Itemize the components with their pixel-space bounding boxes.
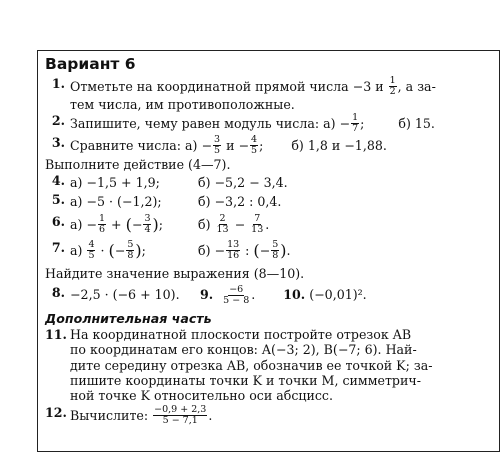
task-part-a: а) −1,5 + 1,9;	[70, 174, 160, 190]
fraction: $\frac{5}{8}$	[127, 239, 134, 262]
task-text: Запишите, чему равен модуль числа: а) −	[70, 115, 351, 131]
extra-part-heading: Дополнительная часть	[45, 310, 212, 326]
task-part-b: б) 1,8 и −1,88.	[291, 137, 387, 153]
fraction: $\frac{3}{4}$	[144, 213, 151, 236]
tasks-8-10	[45, 285, 493, 306]
task-6: 6. а) − $\frac{1}{6}$ + ( − $\frac{3}{4}$ ) ; б) $\frac{2}{13}$ − $\frac{7}{13}$ .	[45, 214, 493, 235]
fraction: $\frac{5}{8}$	[272, 239, 279, 262]
task-part-a: а) −5 · (−1,2);	[70, 193, 162, 209]
task-11-line: дите середину отрезка AB, обозначив ее точкой K; за-	[70, 357, 433, 373]
variant-title: Вариант 6	[45, 55, 136, 73]
fraction: $\frac{-0,9 + 2,3}{5 - 7,1}$	[154, 403, 207, 426]
fraction: $\frac{-6}{5 - 8}$	[223, 283, 250, 306]
fraction: $\frac{1}{7}$	[352, 112, 359, 135]
task-number: 12.	[45, 404, 67, 420]
fraction: $\frac{1}{2}$	[389, 74, 396, 97]
task-9-tail: .	[251, 287, 256, 303]
task-number: 10.	[283, 287, 306, 303]
task-2	[45, 113, 493, 134]
task-part-b: б) −	[198, 243, 226, 259]
task-number: 11.	[45, 326, 67, 342]
task-text-line2: тем числа, им противоположные.	[70, 96, 295, 112]
task-part-a: а) −	[70, 217, 97, 233]
task-part-b: б) −5,2 − 3,4.	[198, 174, 288, 190]
task-number: 3.	[51, 135, 65, 151]
fraction: $\frac{4}{5}$	[251, 134, 258, 157]
task-text: ;	[360, 115, 365, 131]
task-3	[45, 135, 493, 156]
section-heading: Выполните действие (4—7).	[45, 157, 231, 173]
task-1	[45, 76, 493, 112]
task-number: 8.	[51, 284, 65, 300]
task-text: Сравните числа: а) −	[70, 137, 213, 153]
fraction: $\frac{3}{5}$	[214, 134, 221, 157]
fraction: $\frac{13}{16}$	[227, 239, 240, 262]
task-11-line: На координатной плоскости постройте отрезок AB	[70, 326, 412, 342]
fraction: $\frac{4}{5}$	[88, 239, 95, 262]
fraction: $\frac{1}{6}$	[98, 213, 106, 236]
task-part-b: б) 15.	[398, 115, 435, 131]
task-number: 6.	[51, 214, 65, 230]
worksheet	[45, 55, 493, 427]
task-number: 5.	[51, 192, 65, 208]
task-7: 7. а) $\frac{4}{5}$ · ( − $\frac{5}{8}$ ) ; б) − $\frac{13}{16}$ : ( − $\frac{5}{8}$ ) .	[45, 240, 493, 261]
task-part-b: б)	[198, 217, 211, 233]
task-number: 2.	[51, 113, 65, 129]
task-part-a: а)	[70, 243, 83, 259]
task-text: .	[208, 407, 213, 423]
task-11-line: ной точке K относительно оси абсцисс.	[70, 388, 333, 404]
task-number: 9.	[200, 287, 214, 303]
section-heading: Найдите значение выражения (8—10).	[45, 266, 305, 282]
task-12	[45, 405, 493, 426]
operator: +	[111, 217, 122, 233]
task-number: 7.	[51, 240, 65, 256]
task-8-text: −2,5 · (−6 + 10).	[70, 287, 180, 303]
task-11-line: пишите координаты точки K и точки M, симметрич-	[70, 373, 421, 389]
task-4	[45, 173, 493, 191]
task-text: Отметьте на координатной прямой числа −3 и	[70, 78, 384, 94]
task-text-tail: , а за-	[397, 78, 436, 94]
task-text: Вычислите:	[70, 407, 149, 423]
task-number: 4.	[51, 173, 65, 189]
task-10-text: (−0,01)².	[309, 287, 367, 303]
task-text: ;	[259, 137, 264, 153]
task-text: и −	[226, 137, 250, 153]
task-5	[45, 192, 493, 210]
task-11	[45, 327, 493, 404]
task-11-line: по координатам его концов: A(−3; 2), B(−7; 6). Най-	[70, 342, 417, 358]
fraction: $\frac{7}{13}$	[251, 213, 264, 236]
fraction: $\frac{2}{13}$	[216, 213, 229, 236]
task-number: 1.	[51, 75, 65, 91]
task-part-b: б) −3,2 : 0,4.	[198, 193, 282, 209]
